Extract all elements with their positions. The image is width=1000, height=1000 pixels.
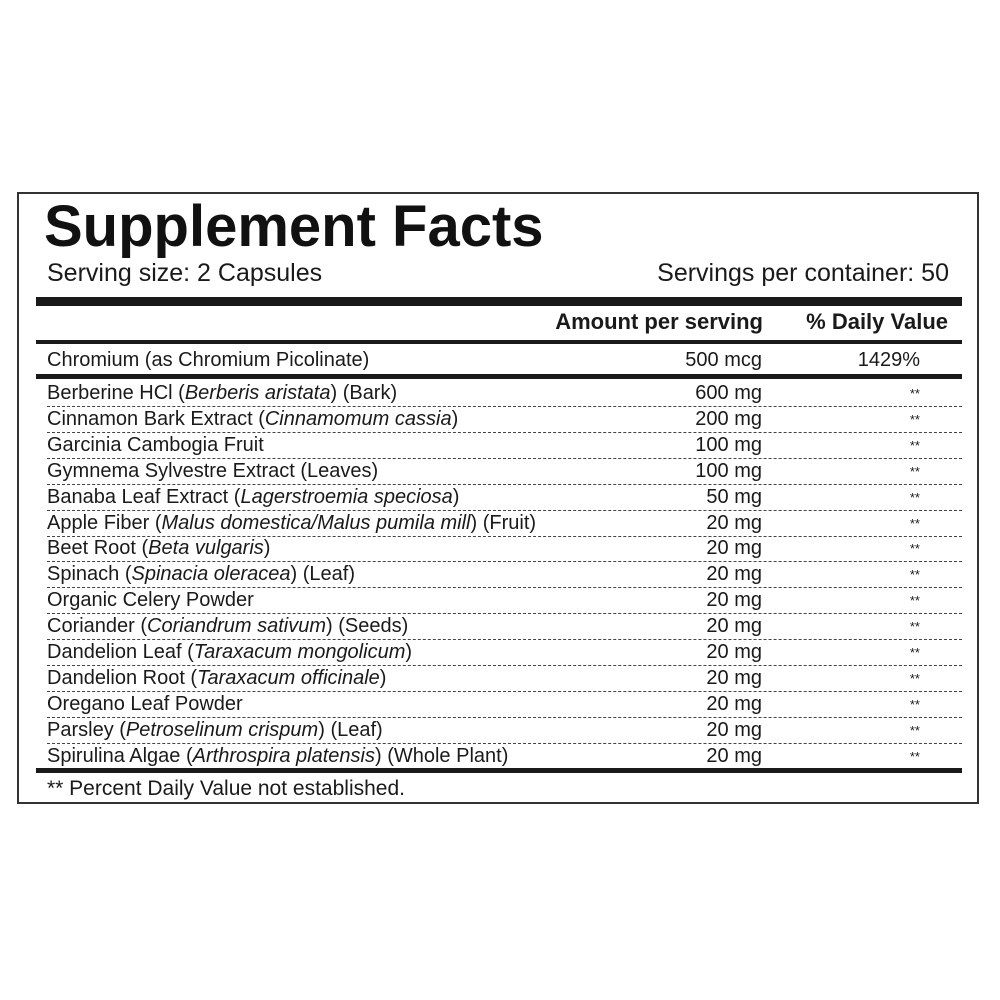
servings-per-container: Servings per container: 50 xyxy=(657,259,949,287)
ingredient-daily-value: ** xyxy=(909,645,920,660)
ingredient-daily-value: ** xyxy=(909,722,920,738)
ingredient-daily-value: ** xyxy=(909,463,920,479)
ingredient-part: (Fruit) xyxy=(482,511,537,534)
ingredient-daily-value: ** xyxy=(909,411,920,427)
ingredient-amount: 20 mg xyxy=(706,692,762,715)
ingredient-amount: 50 mg xyxy=(706,485,762,508)
ingredient-amount: 20 mg xyxy=(706,589,762,612)
ingredient-part: (Bark) xyxy=(342,382,398,404)
ingredient-row xyxy=(47,511,962,537)
ingredient-daily-value: ** xyxy=(909,619,920,635)
ingredient-name: Apple Fiber (Malus domestica/Malus pumila mill) (Fruit) xyxy=(47,511,537,534)
panel-title: Supplement Facts xyxy=(44,194,544,259)
amount-per-serving-header: Amount per serving xyxy=(555,309,763,334)
ingredient-amount: 20 mg xyxy=(706,718,762,741)
ingredient-amount: 20 mg xyxy=(706,563,762,586)
ingredient-latin-name: Coriandrum sativum xyxy=(147,615,326,638)
ingredient-daily-value: ** xyxy=(909,670,920,686)
daily-value-header: % Daily Value xyxy=(806,309,948,334)
ingredient-latin-name: Taraxacum mongolicum xyxy=(193,641,406,663)
ingredient-latin-name: Malus domestica/Malus pumila mill xyxy=(161,511,471,534)
ingredient-amount: 20 mg xyxy=(706,537,762,560)
ingredient-latin-name: Lagerstroemia speciosa xyxy=(240,485,453,508)
ingredient-name: Dandelion Root (Taraxacum officinale) xyxy=(47,666,387,689)
ingredient-name: Dandelion Leaf (Taraxacum mongolicum) xyxy=(47,641,413,663)
ingredient-latin-name: Beta vulgaris xyxy=(148,537,264,560)
ingredient-amount: 20 mg xyxy=(706,615,762,638)
ingredient-row xyxy=(47,666,962,692)
ingredient-amount: 20 mg xyxy=(706,511,762,534)
ingredient-part: (Seeds) xyxy=(338,615,409,638)
ingredient-amount: 600 mg xyxy=(695,382,762,404)
ingredient-daily-value: ** xyxy=(909,541,920,557)
ingredient-row xyxy=(47,381,962,407)
ingredient-daily-value: ** xyxy=(909,748,920,764)
ingredient-row xyxy=(47,744,962,770)
ingredient-part: (Whole Plant) xyxy=(387,744,509,767)
serving-info-row xyxy=(47,257,949,289)
chromium-row xyxy=(47,346,962,374)
ingredient-name: Organic Celery Powder xyxy=(47,589,254,612)
ingredient-amount: 500 mcg xyxy=(685,349,762,371)
ingredient-daily-value: ** xyxy=(909,515,920,531)
ingredient-row xyxy=(47,588,962,614)
ingredient-daily-value: ** xyxy=(909,386,920,401)
ingredient-daily-value: ** xyxy=(909,593,920,609)
ingredient-amount: 100 mg xyxy=(695,459,762,482)
ingredient-row xyxy=(47,407,962,433)
ingredient-name: Beet Root (Beta vulgaris) xyxy=(47,537,271,560)
ingredient-name: Spirulina Algae (Arthrospira platensis) (Whole Plant) xyxy=(47,744,509,767)
supplement-facts-panel xyxy=(17,192,979,804)
ingredient-row xyxy=(47,536,962,562)
ingredient-row xyxy=(47,718,962,744)
ingredient-amount: 100 mg xyxy=(695,433,762,456)
ingredient-daily-value: 1429% xyxy=(857,349,920,371)
ingredient-name: Banaba Leaf Extract (Lagerstroemia speciosa) xyxy=(47,485,460,508)
ingredient-amount: 20 mg xyxy=(706,666,762,689)
ingredient-row xyxy=(47,485,962,511)
chromium-divider xyxy=(36,374,962,379)
ingredient-latin-name: Taraxacum officinale xyxy=(197,666,380,689)
ingredient-latin-name: Arthrospira platensis xyxy=(192,744,375,767)
ingredient-latin-name: Petroselinum crispum xyxy=(125,718,319,741)
ingredient-part: (Leaf) xyxy=(302,563,355,586)
ingredient-name: Garcinia Cambogia Fruit xyxy=(47,433,264,456)
bottom-divider xyxy=(36,768,962,773)
serving-size: Serving size: 2 Capsules xyxy=(47,259,323,287)
ingredient-row xyxy=(47,459,962,485)
ingredient-row xyxy=(47,640,962,666)
ingredient-amount: 20 mg xyxy=(706,641,762,663)
ingredient-row xyxy=(47,692,962,718)
ingredient-name: Coriander (Coriandrum sativum) (Seeds) xyxy=(47,615,409,638)
ingredient-row xyxy=(47,433,962,459)
ingredient-daily-value: ** xyxy=(909,437,920,453)
ingredient-row xyxy=(47,562,962,588)
ingredient-part: (Leaf) xyxy=(330,718,383,741)
ingredient-daily-value: ** xyxy=(909,696,920,712)
ingredient-daily-value: ** xyxy=(909,567,920,583)
ingredient-name: Chromium (as Chromium Picolinate) xyxy=(47,349,370,371)
header-divider xyxy=(36,340,962,344)
ingredient-name: Cinnamon Bark Extract (Cinnamomum cassia) xyxy=(47,407,459,430)
ingredient-daily-value: ** xyxy=(909,489,920,505)
ingredient-name: Gymnema Sylvestre Extract (Leaves) xyxy=(47,459,379,482)
ingredient-amount: 20 mg xyxy=(706,744,762,767)
ingredient-latin-name: Berberis aristata xyxy=(184,382,331,404)
ingredient-amount: 200 mg xyxy=(695,407,762,430)
ingredient-name: Parsley (Petroselinum crispum) (Leaf) xyxy=(47,718,383,741)
ingredient-latin-name: Spinacia oleracea xyxy=(131,563,291,586)
thick-divider xyxy=(36,297,962,306)
footnote: ** Percent Daily Value not established. xyxy=(47,777,405,800)
ingredient-row xyxy=(47,614,962,640)
ingredient-name: Oregano Leaf Powder xyxy=(47,692,243,715)
ingredient-latin-name: Cinnamomum cassia xyxy=(264,407,452,430)
ingredient-name: Berberine HCl (Berberis aristata) (Bark) xyxy=(47,382,398,404)
ingredient-name: Spinach (Spinacia oleracea) (Leaf) xyxy=(47,563,355,586)
